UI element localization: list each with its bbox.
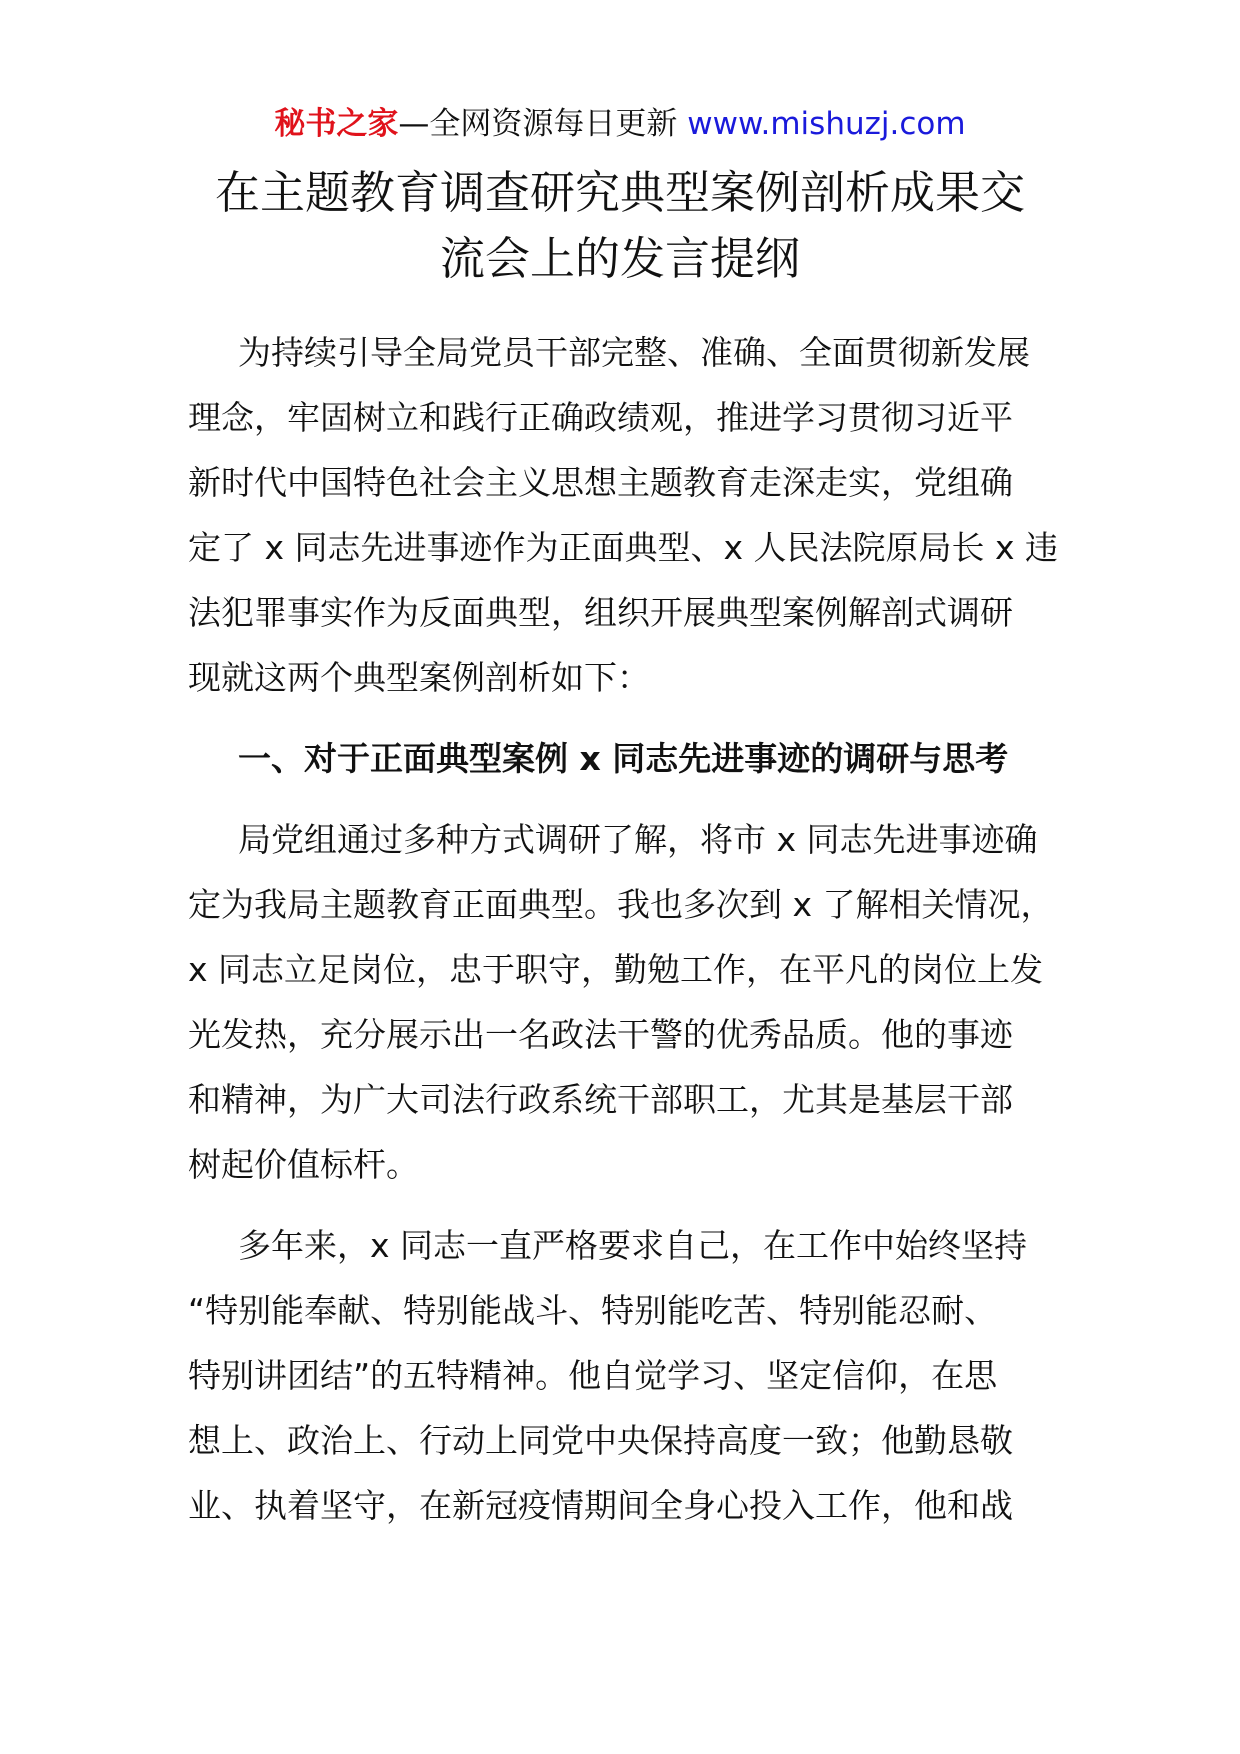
paragraph-positive-case <box>188 807 1093 1197</box>
section-heading-text: 一、对于正面典型案例 x 同志先进事迹的调研与思考 <box>238 739 1009 778</box>
paragraph-line: 现就这两个典型案例剖析如下： <box>188 658 650 697</box>
paragraph-years <box>188 1213 1093 1538</box>
paragraph-line: 特别讲团结”的五特精神。他自觉学习、坚定信仰，在思 <box>188 1356 998 1395</box>
title-line: 流会上的发言提纲 <box>439 232 800 285</box>
paragraph-line: 树起价值标杆。 <box>188 1145 419 1184</box>
document-title <box>150 160 1090 292</box>
paragraph-line: “特别能奉献、特别能战斗、特别能吃苦、特别能忍耐、 <box>188 1291 998 1330</box>
paragraph-line: 定了 x 同志先进事迹作为正面典型、x 人民法院原局长 x 违 <box>188 528 1059 567</box>
paragraph-line: 法犯罪事实作为反面典型，组织开展典型案例解剖式调研 <box>188 593 1013 632</box>
brand-name: 秘书之家 <box>274 106 399 142</box>
paragraph-line: 多年来，x 同志一直严格要求自己，在工作中始终坚持 <box>238 1226 1028 1265</box>
paragraph-line: 局党组通过多种方式调研了解，将市 x 同志先进事迹确 <box>238 820 1038 859</box>
paragraph-line: 光发热，充分展示出一名政法干警的优秀品质。他的事迹 <box>188 1015 1013 1054</box>
paragraph-line: 定为我局主题教育正面典型。我也多次到 x 了解相关情况， <box>188 885 1054 924</box>
paragraph-line: 想上、政治上、行动上同党中央保持高度一致；他勤恳敬 <box>188 1421 1013 1460</box>
paragraph-line: 新时代中国特色社会主义思想主题教育走深走实，党组确 <box>188 463 1013 502</box>
header-tagline: —全网资源每日更新 <box>398 106 678 142</box>
paragraph-line: 理念，牢固树立和践行正确政绩观，推进学习贯彻习近平 <box>188 398 1013 437</box>
header-banner <box>0 102 1240 146</box>
section-heading <box>188 726 1093 791</box>
site-url-link[interactable]: www.mishuzj.com <box>687 106 966 142</box>
paragraph-line: 和精神，为广大司法行政系统干部职工，尤其是基层干部 <box>188 1080 1013 1119</box>
paragraph-line: x 同志立足岗位，忠于职守，勤勉工作，在平凡的岗位上发 <box>188 950 1044 989</box>
paragraph-intro <box>188 320 1093 710</box>
document-body <box>188 320 1093 1538</box>
title-line: 在主题教育调查研究典型案例剖析成果交 <box>214 166 1025 219</box>
paragraph-line: 为持续引导全局党员干部完整、准确、全面贯彻新发展 <box>238 333 1030 372</box>
paragraph-line: 业、执着坚守，在新冠疫情期间全身心投入工作，他和战 <box>188 1486 1013 1525</box>
